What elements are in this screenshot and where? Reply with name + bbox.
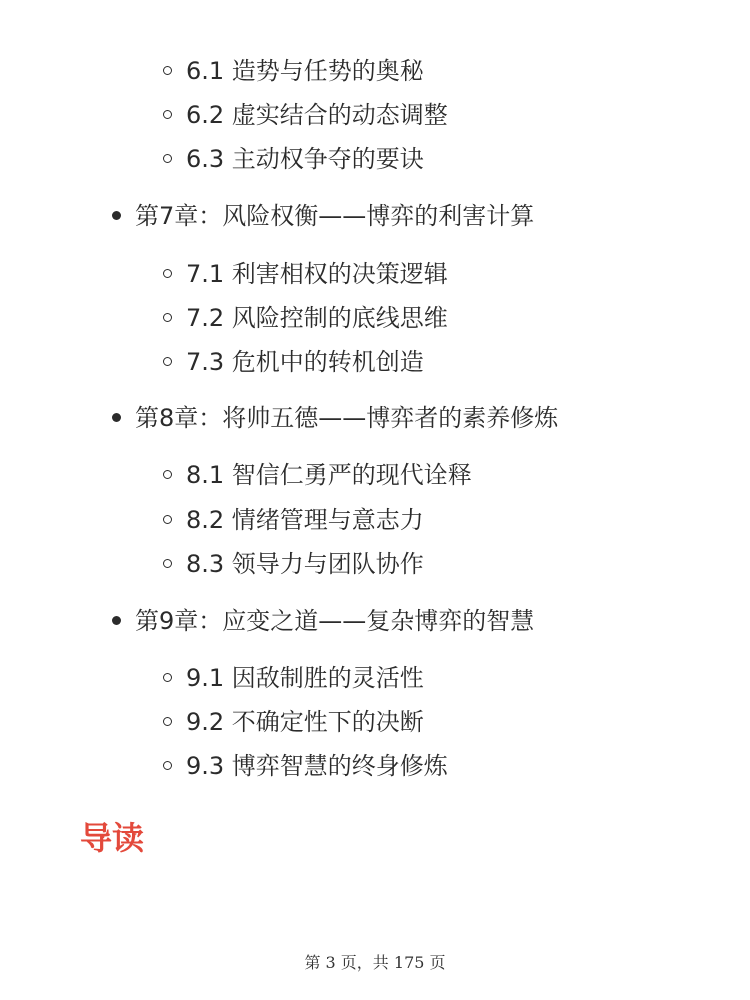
filled-bullet-icon [112,211,121,220]
hollow-bullet-icon [163,761,172,770]
hollow-bullet-icon [163,313,172,322]
toc-sub-item [163,258,448,290]
hollow-bullet-icon [163,66,172,75]
toc-chapter-label: 第9章：应变之道——复杂博弈的智慧 [135,607,535,635]
toc-sub-item [163,302,448,334]
toc-sub-item-label: 8.3 领导力与团队协作 [186,550,424,578]
toc-sub-item-label: 9.2 不确定性下的决断 [186,708,424,736]
toc-sub-item [163,706,424,738]
toc-sub-item [163,459,472,491]
toc-chapter-label: 第8章：将帅五德——博弈者的素养修炼 [135,404,559,432]
hollow-bullet-icon [163,673,172,682]
toc-sub-item [163,346,424,378]
hollow-bullet-icon [163,515,172,524]
section-heading: 导读 [80,819,145,857]
hollow-bullet-icon [163,357,172,366]
hollow-bullet-icon [163,110,172,119]
filled-bullet-icon [112,616,121,625]
toc-sub-item-label: 9.3 博弈智慧的终身修炼 [186,752,448,780]
toc-sub-item [163,548,424,580]
toc-sub-item-label: 7.3 危机中的转机创造 [186,348,424,376]
toc-chapter-label: 第7章：风险权衡——博弈的利害计算 [135,202,535,230]
toc-sub-item [163,504,424,536]
toc-sub-item-label: 6.2 虚实结合的动态调整 [186,101,448,129]
toc-sub-item-label: 9.1 因敌制胜的灵活性 [186,664,424,692]
hollow-bullet-icon [163,717,172,726]
toc-chapter-item [112,402,558,434]
toc-sub-item-label: 6.1 造势与任势的奥秘 [186,57,424,85]
toc-chapter-item [112,605,534,637]
toc-sub-item-label: 8.1 智信仁勇严的现代诠释 [186,461,472,489]
filled-bullet-icon [112,413,121,422]
page-number-footer: 第 3 页，共 175 页 [304,953,446,972]
hollow-bullet-icon [163,269,172,278]
hollow-bullet-icon [163,154,172,163]
toc-sub-item-label: 7.1 利害相权的决策逻辑 [186,260,448,288]
toc-sub-item [163,662,424,694]
toc-sub-item [163,55,424,87]
toc-sub-item-label: 8.2 情绪管理与意志力 [186,506,424,534]
toc-sub-item [163,750,448,782]
toc-sub-item [163,99,448,131]
toc-sub-item-label: 7.2 风险控制的底线思维 [186,304,448,332]
toc-sub-item [163,143,424,175]
hollow-bullet-icon [163,559,172,568]
hollow-bullet-icon [163,470,172,479]
toc-sub-item-label: 6.3 主动权争夺的要诀 [186,145,424,173]
toc-chapter-item [112,200,534,232]
